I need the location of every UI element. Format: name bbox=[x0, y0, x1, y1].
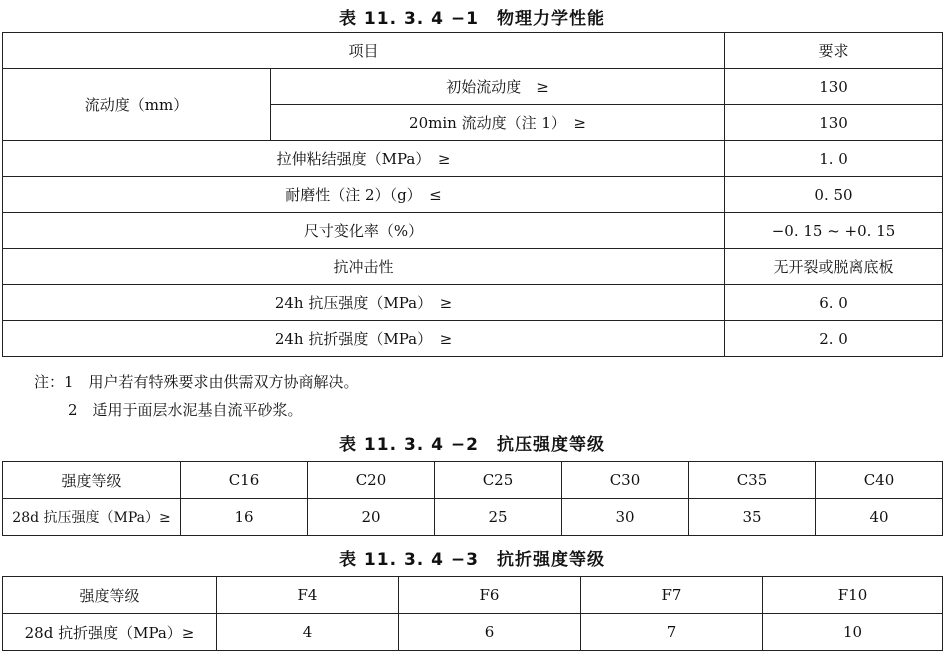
table-header-row bbox=[3, 33, 943, 69]
grade-cell: C20 bbox=[308, 462, 435, 499]
row-label: 24h 抗折强度（MPa） ≥ bbox=[3, 321, 725, 357]
row-label: 24h 抗压强度（MPa） ≥ bbox=[3, 285, 725, 321]
grade-label: 强度等级 bbox=[3, 577, 217, 614]
table-row bbox=[3, 462, 943, 499]
strength-value: 7 bbox=[581, 614, 763, 651]
grade-cell: C16 bbox=[181, 462, 308, 499]
row-label: 初始流动度 ≥ bbox=[271, 69, 725, 105]
strength-value: 20 bbox=[308, 499, 435, 536]
table-row bbox=[3, 577, 943, 614]
table-row bbox=[3, 141, 943, 177]
table-row bbox=[3, 499, 943, 536]
strength-label: 28d 抗折强度（MPa）≥ bbox=[3, 614, 217, 651]
table-row bbox=[3, 213, 943, 249]
table-row bbox=[3, 177, 943, 213]
row-value: 1. 0 bbox=[725, 141, 943, 177]
strength-value: 25 bbox=[435, 499, 562, 536]
table-row bbox=[3, 614, 943, 651]
row-label: 抗冲击性 bbox=[3, 249, 725, 285]
grade-cell: C35 bbox=[689, 462, 816, 499]
table-row bbox=[3, 69, 943, 105]
grade-cell: F6 bbox=[399, 577, 581, 614]
strength-value: 30 bbox=[562, 499, 689, 536]
flow-group-label: 流动度（mm） bbox=[3, 69, 271, 141]
strength-value: 40 bbox=[816, 499, 943, 536]
note-1: 注：1 用户若有特殊要求由供需双方协商解决。 bbox=[34, 373, 359, 391]
grade-cell: F7 bbox=[581, 577, 763, 614]
row-label: 拉伸粘结强度（MPa） ≥ bbox=[3, 141, 725, 177]
physical-mechanical-properties-table bbox=[2, 32, 943, 357]
row-value: 0. 50 bbox=[725, 177, 943, 213]
table1-title: 表 11. 3. 4 −1 物理力学性能 bbox=[339, 9, 605, 29]
header-item: 项目 bbox=[3, 33, 725, 69]
grade-cell: C30 bbox=[562, 462, 689, 499]
table-row bbox=[3, 249, 943, 285]
table3-title: 表 11. 3. 4 −3 抗折强度等级 bbox=[339, 550, 605, 570]
strength-value: 10 bbox=[763, 614, 943, 651]
flexural-strength-grade-table bbox=[2, 576, 943, 651]
row-value: −0. 15 ~ +0. 15 bbox=[725, 213, 943, 249]
strength-label: 28d 抗压强度（MPa）≥ bbox=[3, 499, 181, 536]
note-2: 2 适用于面层水泥基自流平砂浆。 bbox=[68, 401, 303, 419]
row-label: 尺寸变化率（%） bbox=[3, 213, 725, 249]
row-label: 20min 流动度（注 1） ≥ bbox=[271, 105, 725, 141]
table2-title: 表 11. 3. 4 −2 抗压强度等级 bbox=[339, 435, 605, 455]
grade-cell: C25 bbox=[435, 462, 562, 499]
grade-cell: F4 bbox=[217, 577, 399, 614]
row-label: 耐磨性（注 2）（g） ≤ bbox=[3, 177, 725, 213]
grade-label: 强度等级 bbox=[3, 462, 181, 499]
strength-value: 4 bbox=[217, 614, 399, 651]
row-value: 6. 0 bbox=[725, 285, 943, 321]
strength-value: 16 bbox=[181, 499, 308, 536]
compressive-strength-grade-table bbox=[2, 461, 943, 536]
row-value: 2. 0 bbox=[725, 321, 943, 357]
grade-cell: F10 bbox=[763, 577, 943, 614]
strength-value: 35 bbox=[689, 499, 816, 536]
grade-cell: C40 bbox=[816, 462, 943, 499]
header-requirement: 要求 bbox=[725, 33, 943, 69]
table-row bbox=[3, 321, 943, 357]
row-value: 无开裂或脱离底板 bbox=[725, 249, 943, 285]
strength-value: 6 bbox=[399, 614, 581, 651]
row-value: 130 bbox=[725, 69, 943, 105]
row-value: 130 bbox=[725, 105, 943, 141]
table-row bbox=[3, 285, 943, 321]
